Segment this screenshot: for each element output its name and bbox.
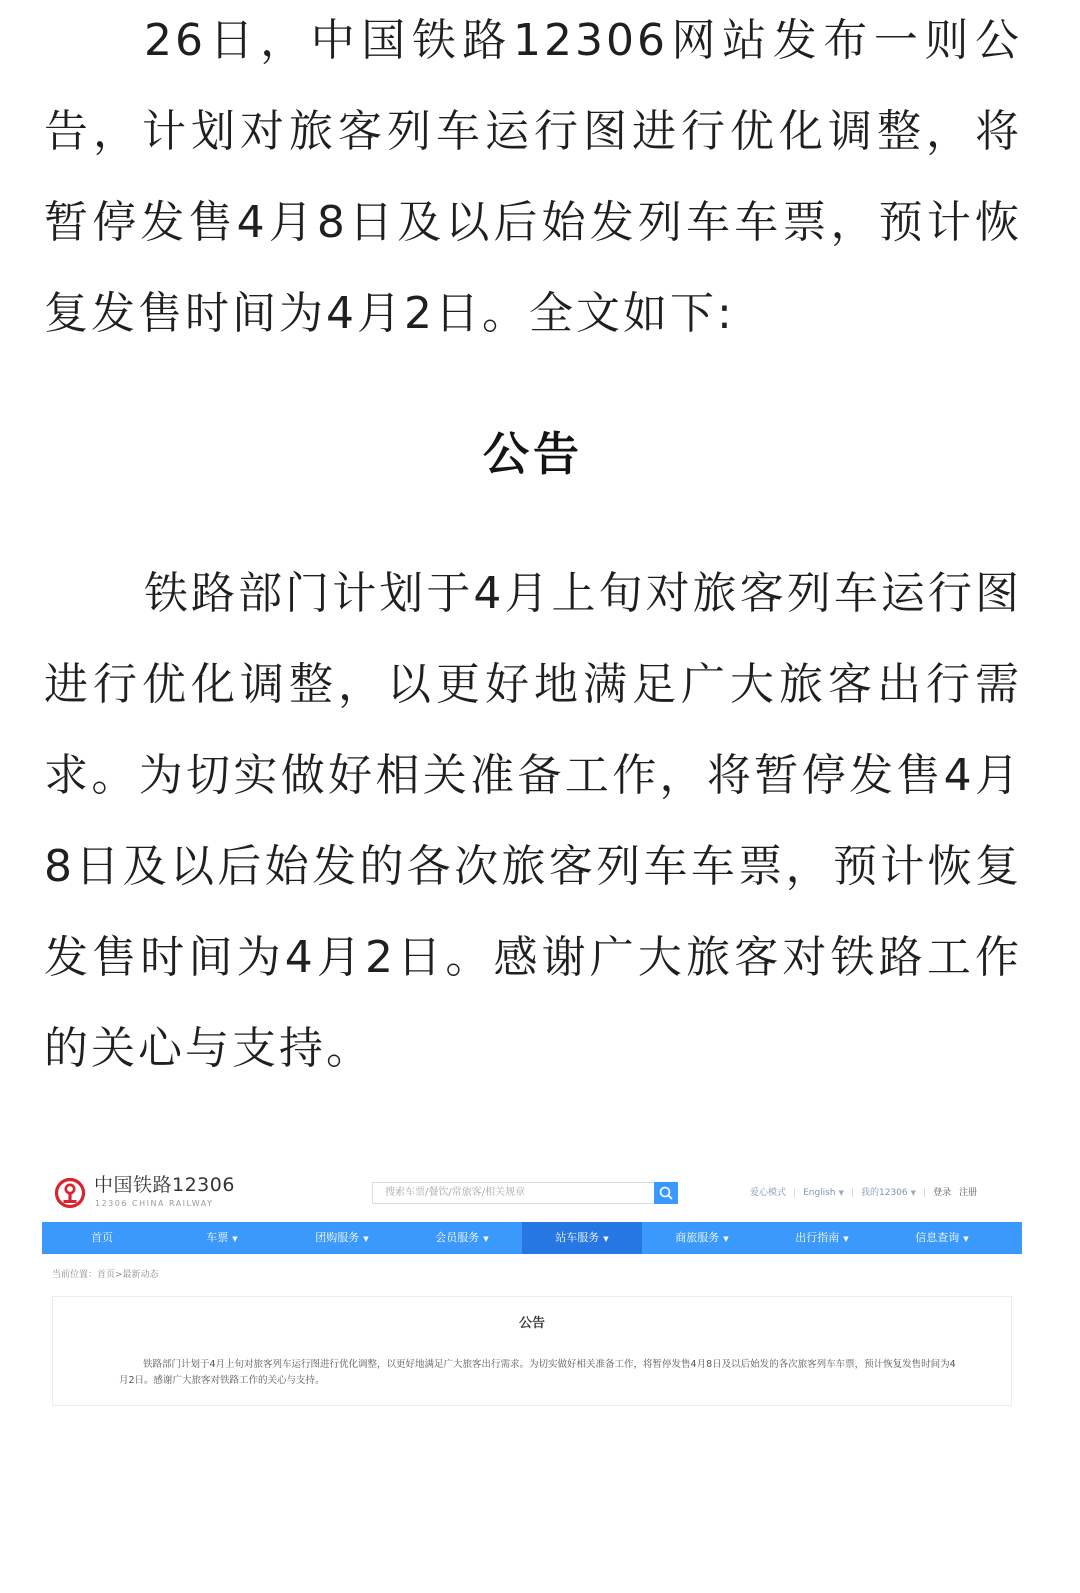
login-link[interactable]: 登录 <box>933 1188 952 1198</box>
nav-item-info-query[interactable] <box>882 1222 1002 1254</box>
chevron-down-icon: ▼ <box>910 1189 917 1197</box>
care-mode-link[interactable]: 爱心模式 <box>750 1188 787 1198</box>
site-logo-name[interactable]: 中国铁路12306 <box>94 1174 235 1196</box>
language-label: English <box>803 1188 836 1198</box>
divider: | <box>850 1188 854 1198</box>
chevron-down-icon: ▼ <box>723 1235 729 1243</box>
nav-item-label: 站车服务 <box>555 1231 600 1244</box>
nav-item-label: 首页 <box>91 1231 113 1244</box>
breadcrumb: 当前位置：首页>最新动态 <box>52 1270 159 1280</box>
nav-item-tickets[interactable] <box>162 1222 282 1254</box>
china-railway-logo-icon <box>54 1177 86 1209</box>
chevron-down-icon: ▼ <box>603 1235 609 1243</box>
notice-panel <box>52 1296 1012 1406</box>
nav-item-group-service[interactable] <box>282 1222 402 1254</box>
nav-item-member-service[interactable] <box>402 1222 522 1254</box>
search-button[interactable] <box>654 1182 678 1204</box>
chevron-down-icon: ▼ <box>363 1235 369 1243</box>
my-12306-label: 我的12306 <box>861 1188 908 1198</box>
nav-item-label: 团购服务 <box>315 1231 360 1244</box>
nav-item-home[interactable] <box>42 1222 162 1254</box>
divider: | <box>923 1188 927 1198</box>
embedded-12306-screenshot <box>42 1160 1022 1422</box>
my-12306-menu[interactable] <box>861 1187 916 1199</box>
divider: | <box>793 1188 797 1198</box>
nav-item-label: 车票 <box>206 1231 229 1244</box>
top-links <box>750 1187 977 1199</box>
article-body-paragraph: 铁路部门计划于4月上旬对旅客列车运行图进行优化调整，以更好地满足广大旅客出行需求。为切实做好相关准备工作，将暂停发售4月8日及以后始发的各次旅客列车车票，预计恢复发售时间为4月2日。感谢广大旅客对铁路工作的关心与支持。 <box>44 568 1022 1074</box>
chevron-down-icon: ▼ <box>838 1189 844 1197</box>
nav-item-station-service[interactable] <box>522 1222 642 1254</box>
nav-item-label: 商旅服务 <box>675 1231 720 1244</box>
site-header <box>42 1160 1022 1222</box>
register-link[interactable]: 注册 <box>959 1188 978 1198</box>
article-headline: 公告 <box>483 427 583 481</box>
nav-item-label: 出行指南 <box>795 1231 840 1244</box>
search-icon <box>654 1182 678 1204</box>
nav-item-label: 会员服务 <box>435 1231 480 1244</box>
chevron-down-icon: ▼ <box>963 1235 969 1243</box>
nav-item-label: 信息查询 <box>915 1231 960 1244</box>
nav-item-business-travel[interactable] <box>642 1222 762 1254</box>
site-logo-subtitle: 12306 CHINA RAILWAY <box>95 1199 214 1208</box>
chevron-down-icon: ▼ <box>232 1235 238 1243</box>
article-intro-paragraph: 26日，中国铁路12306网站发布一则公告，计划对旅客列车运行图进行优化调整，将暂停发售4月8日及以后始发列车车票，预计恢复发售时间为4月2日。全文如下: <box>44 15 1022 339</box>
main-nav <box>42 1222 1022 1254</box>
chevron-down-icon: ▼ <box>843 1235 849 1243</box>
notice-body: 铁路部门计划于4月上旬对旅客列车运行图进行优化调整，以更好地满足广大旅客出行需求。为切实做好相关准备工作，将暂停发售4月8日及以后始发的各次旅客列车车票，预计恢复发售时间为4月2日。感谢广大旅客对铁路工作的关心与支持。 <box>119 1359 956 1386</box>
search-input[interactable]: 搜索车票/餐饮/常旅客/相关规章 <box>372 1182 654 1204</box>
notice-title: 公告 <box>518 1316 545 1331</box>
nav-item-travel-guide[interactable] <box>762 1222 882 1254</box>
chevron-down-icon: ▼ <box>483 1235 489 1243</box>
language-switch[interactable] <box>803 1187 844 1199</box>
